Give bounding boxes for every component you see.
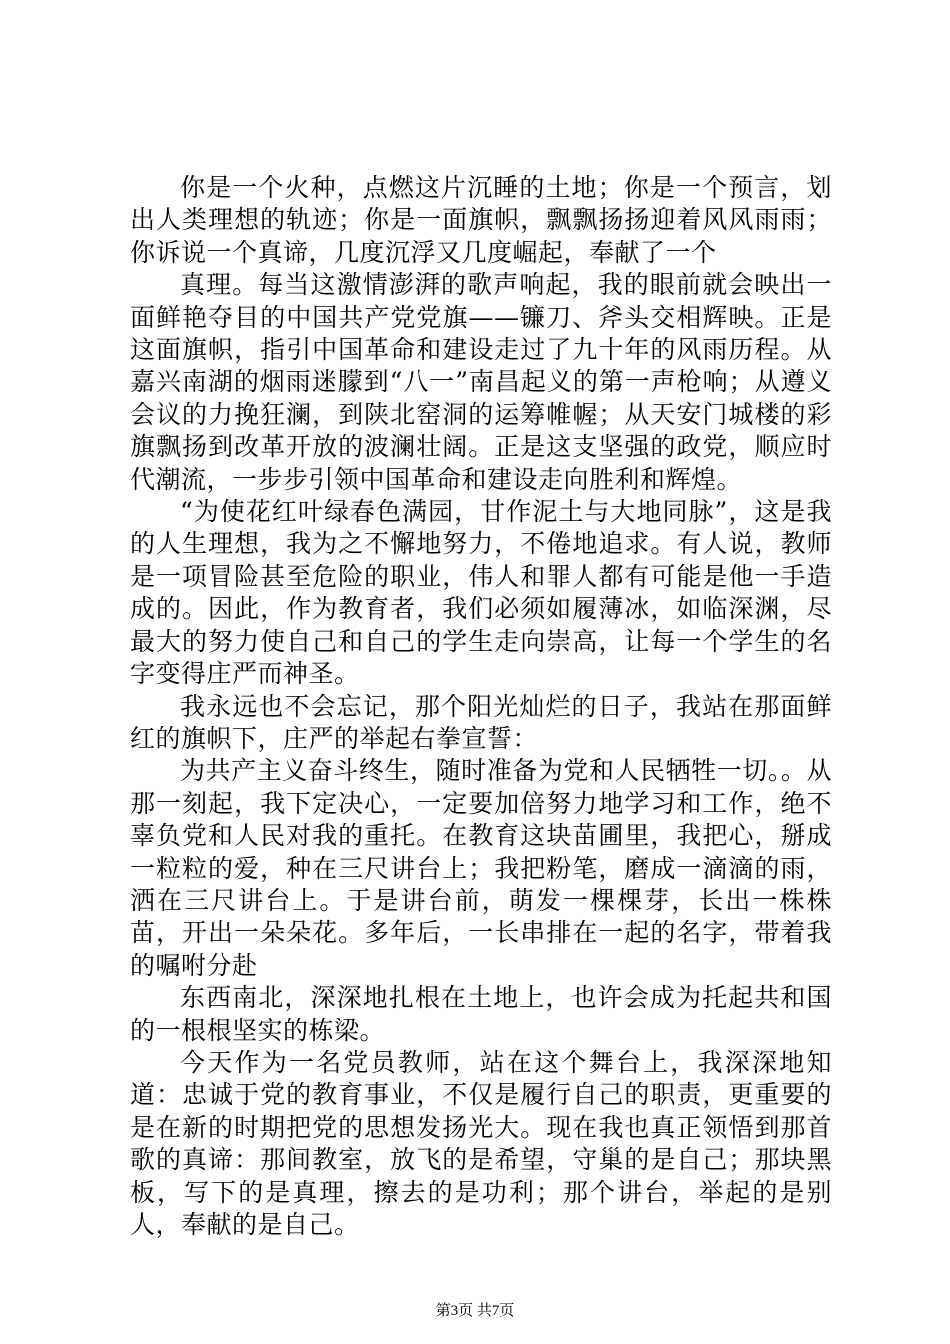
page-number-footer: 第3页 共7页 [435,1303,515,1319]
paragraph-4: 我永远也不会忘记，那个阳光灿烂的日子，我站在那面鲜红的旗帜下，庄严的举起右拳宣誓： [130,691,832,753]
paragraph-7: 今天作为一名党员教师，站在这个舞台上，我深深地知道：忠诚于党的教育事业，不仅是履行自己的职责，更重要的是在新的时期把党的思想发扬光大。现在我也真正领悟到那首歌的真谛：那间教室，放飞的是希望，守巢的是自己；那块黑板，写下的是真理，擦去的是功利；那个讲台，举起的是别人，奉献的是自己。 [130,1047,832,1239]
paragraph-6: 东西南北，深深地扎根在土地上，也许会成为托起共和国的一根根坚实的栋梁。 [130,983,832,1045]
paragraph-5: 为共产主义奋斗终生，随时准备为党和人民牺牲一切。。从那一刻起，我下定决心，一定要加倍努力地学习和工作，绝不辜负党和人民对我的重托。在教育这块苗圃里，我把心，掰成一粒粒的爱，种在三尺讲台上；我把粉笔，磨成一滴滴的雨，洒在三尺讲台上。于是讲台前，萌发一棵棵芽，长出一株株苗，开出一朵朵花。多年后，一长串排在一起的名字，带着我的嘱咐分赴 [130,756,832,980]
paragraph-2: 真理。每当这激情澎湃的歌声响起，我的眼前就会映出一面鲜艳夺目的中国共产党党旗——镰刀、斧头交相辉映。正是这面旗帜，指引中国革命和建设走过了九十年的风雨历程。从嘉兴南湖的烟雨迷朦到“八一”南昌起义的第一声枪响；从遵义会议的力挽狂澜，到陕北窑洞的运筹帷幄；从天安门城楼的彩旗飘扬到改革开放的波澜壮阔。正是这支坚强的政党，顺应时代潮流，一步步引领中国革命和建设走向胜利和辉煌。 [130,270,832,494]
paragraph-1: 你是一个火种，点燃这片沉睡的土地；你是一个预言，划出人类理想的轨迹；你是一面旗帜，飘飘扬扬迎着风风雨雨；你诉说一个真谛，几度沉浮又几度崛起，奉献了一个 [130,173,832,267]
document-body [130,172,832,1241]
paragraph-3: “为使花红叶绿春色满园，甘作泥土与大地同脉”，这是我的人生理想，我为之不懈地努力，不倦地追求。有人说，教师是一项冒险甚至危险的职业，伟人和罪人都有可能是他一手造成的。因此，作为教育者，我们必须如履薄冰，如临深渊，尽最大的努力使自己和自己的学生走向崇高，让每一个学生的名字变得庄严而神圣。 [130,497,832,689]
